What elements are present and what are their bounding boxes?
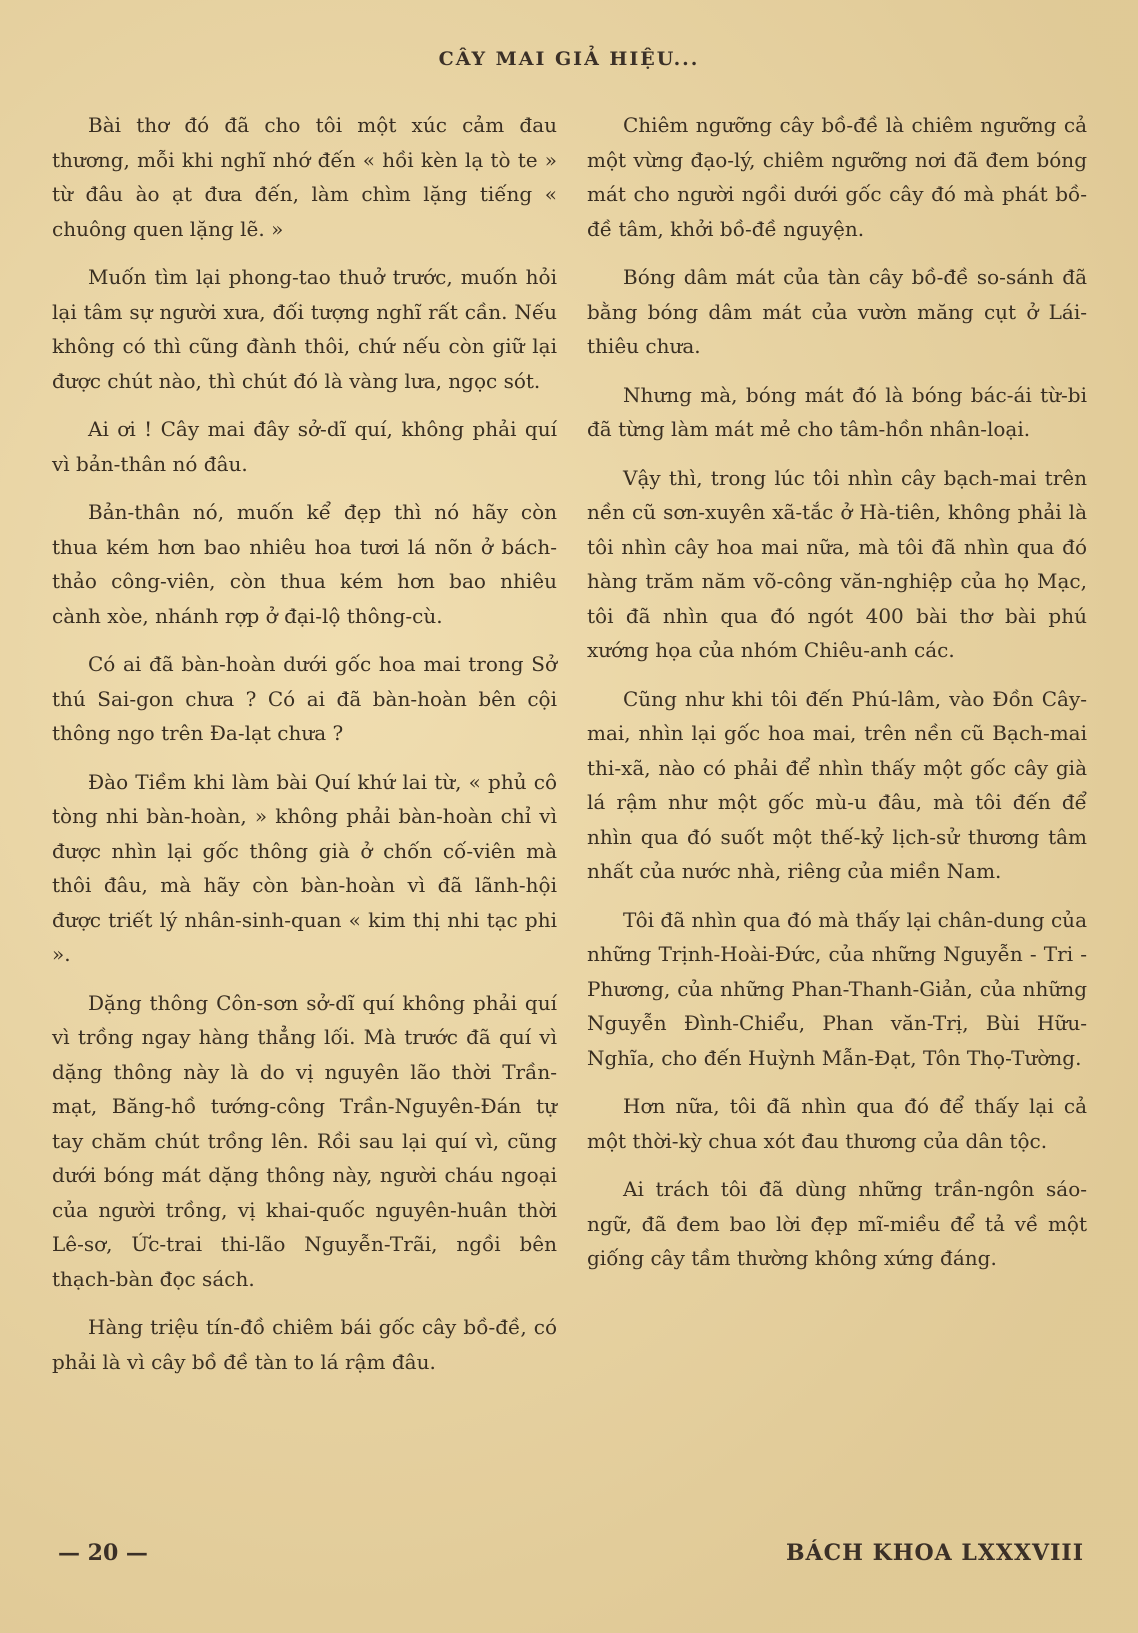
paragraph: Ai trách tôi đã dùng những trần-ngôn sáo-ngữ, đã đem bao lời đẹp mĩ-miều để tả về một giống cây tầm thường không xứng đáng.	[587, 1177, 1087, 1270]
paragraph: Muốn tìm lại phong-tao thuở trước, muốn hỏi lại tâm sự người xưa, đối tượng nghĩ rất cần. Nếu không có thì cũng đành thôi, chứ nếu còn giữ lại được chút nào, thì chút đó là vàng lưa, ngọc sót.	[52, 265, 557, 393]
running-header: CÂY MAI GIẢ HIỆU...	[438, 48, 700, 70]
paragraph: Hàng triệu tín-đồ chiêm bái gốc cây bồ-đề, có phải là vì cây bồ đề tàn to lá rậm đâu.	[52, 1315, 557, 1374]
paragraph: Hơn nữa, tôi đã nhìn qua đó để thấy lại cả một thời-kỳ chua xót đau thương của dân tộc.	[587, 1094, 1087, 1153]
magazine-title: BÁCH KHOA LXXXVIII	[785, 1540, 1084, 1566]
paragraph: Có ai đã bàn-hoàn dưới gốc hoa mai trong Sở thú Sai-gon chưa ? Có ai đã bàn-hoàn bên cội thông ngo trên Đa-lạt chưa ?	[52, 652, 557, 745]
paragraph: Dặng thông Côn-sơn sở-dĩ quí không phải quí vì trồng ngay hàng thẳng lối. Mà trước đã quí vì dặng thông này là do vị nguyên lão thời Trần-mạt, Băng-hồ tướng-công Trần-Nguyên-Đán tự tay chăm chút trồng lên. Rồi sau lại quí vì, cũng dưới bóng mát dặng thông này, người cháu ngoại của người trồng, vị khai-quốc nguyên-huân thời Lê-sơ, Ức-trai thi-lão Nguyễn-Trãi, ngồi bên thạch-bàn đọc sách.	[52, 990, 557, 1291]
paragraph: Cũng như khi tôi đến Phú-lâm, vào Đồn Cây-mai, nhìn lại gốc hoa mai, trên nền cũ Bạch-mai thi-xã, nào có phải để nhìn thấy một gốc cây già lá rậm như một gốc mù-u đâu, mà tôi đến để nhìn qua đó suốt một thế-kỷ lịch-sử thương tâm nhất của nước nhà, riêng của miền Nam.	[587, 686, 1087, 883]
paragraph: Bóng dâm mát của tàn cây bồ-đề so-sánh đã bằng bóng dâm mát của vườn măng cụt ở Lái-thiêu chưa.	[587, 265, 1087, 358]
page-footer	[0, 1540, 1138, 1580]
paragraph: Vậy thì, trong lúc tôi nhìn cây bạch-mai trên nền cũ sơn-xuyên xã-tắc ở Hà-tiên, không phải là tôi nhìn cây hoa mai nữa, mà tôi đã nhìn qua đó hàng trăm năm võ-công văn-nghiệp của họ Mạc, tôi đã nhìn qua đó ngót 400 bài thơ bài phú xướng họa của nhóm Chiêu-anh các.	[587, 465, 1087, 662]
paragraph: Tôi đã nhìn qua đó mà thấy lại chân-dung của những Trịnh-Hoài-Đức, của những Nguyễn - Tri - Phương, của những Phan-Thanh-Giản, của những Nguyễn Đình-Chiểu, Phan văn-Trị, Bùi Hữu-Nghĩa, cho đến Huỳnh Mẫn-Đạt, Tôn Thọ-Tường.	[587, 907, 1087, 1070]
paragraph: Đào Tiềm khi làm bài Quí khứ lai từ, « phủ cô tòng nhi bàn-hoàn, » không phải bàn-hoàn chỉ vì được nhìn lại gốc thông già ở chốn cố-viên mà thôi đâu, mà hãy còn bàn-hoàn vì đã lãnh-hội được triết lý nhân-sinh-quan « kim thị nhi tạc phi ».	[52, 769, 557, 966]
page-number: — 20 —	[58, 1540, 148, 1566]
paragraph: Nhưng mà, bóng mát đó là bóng bác-ái từ-bi đã từng làm mát mẻ cho tâm-hồn nhân-loại.	[587, 382, 1087, 441]
paragraph: Chiêm ngưỡng cây bồ-đề là chiêm ngưỡng cả một vừng đạo-lý, chiêm ngưỡng nơi đã đem bóng mát cho người ngồi dưới gốc cây đó mà phát bồ-đề tâm, khởi bồ-đề nguyện.	[587, 113, 1087, 241]
right-column	[587, 108, 1087, 1290]
left-column	[52, 108, 557, 1393]
paragraph: Bản-thân nó, muốn kể đẹp thì nó hãy còn thua kém hơn bao nhiêu hoa tươi lá nõn ở bách-thảo công-viên, còn thua kém hơn bao nhiêu cành xòe, nhánh rợp ở đại-lộ thông-cù.	[52, 500, 557, 628]
paragraph: Bài thơ đó đã cho tôi một xúc cảm đau thương, mỗi khi nghĩ nhớ đến « hồi kèn lạ tò te » từ đâu ào ạt đưa đến, làm chìm lặng tiếng « chuông quen lặng lẽ. »	[52, 113, 557, 241]
paragraph: Ai ơi ! Cây mai đây sở-dĩ quí, không phải quí vì bản-thân nó đâu.	[52, 417, 557, 476]
